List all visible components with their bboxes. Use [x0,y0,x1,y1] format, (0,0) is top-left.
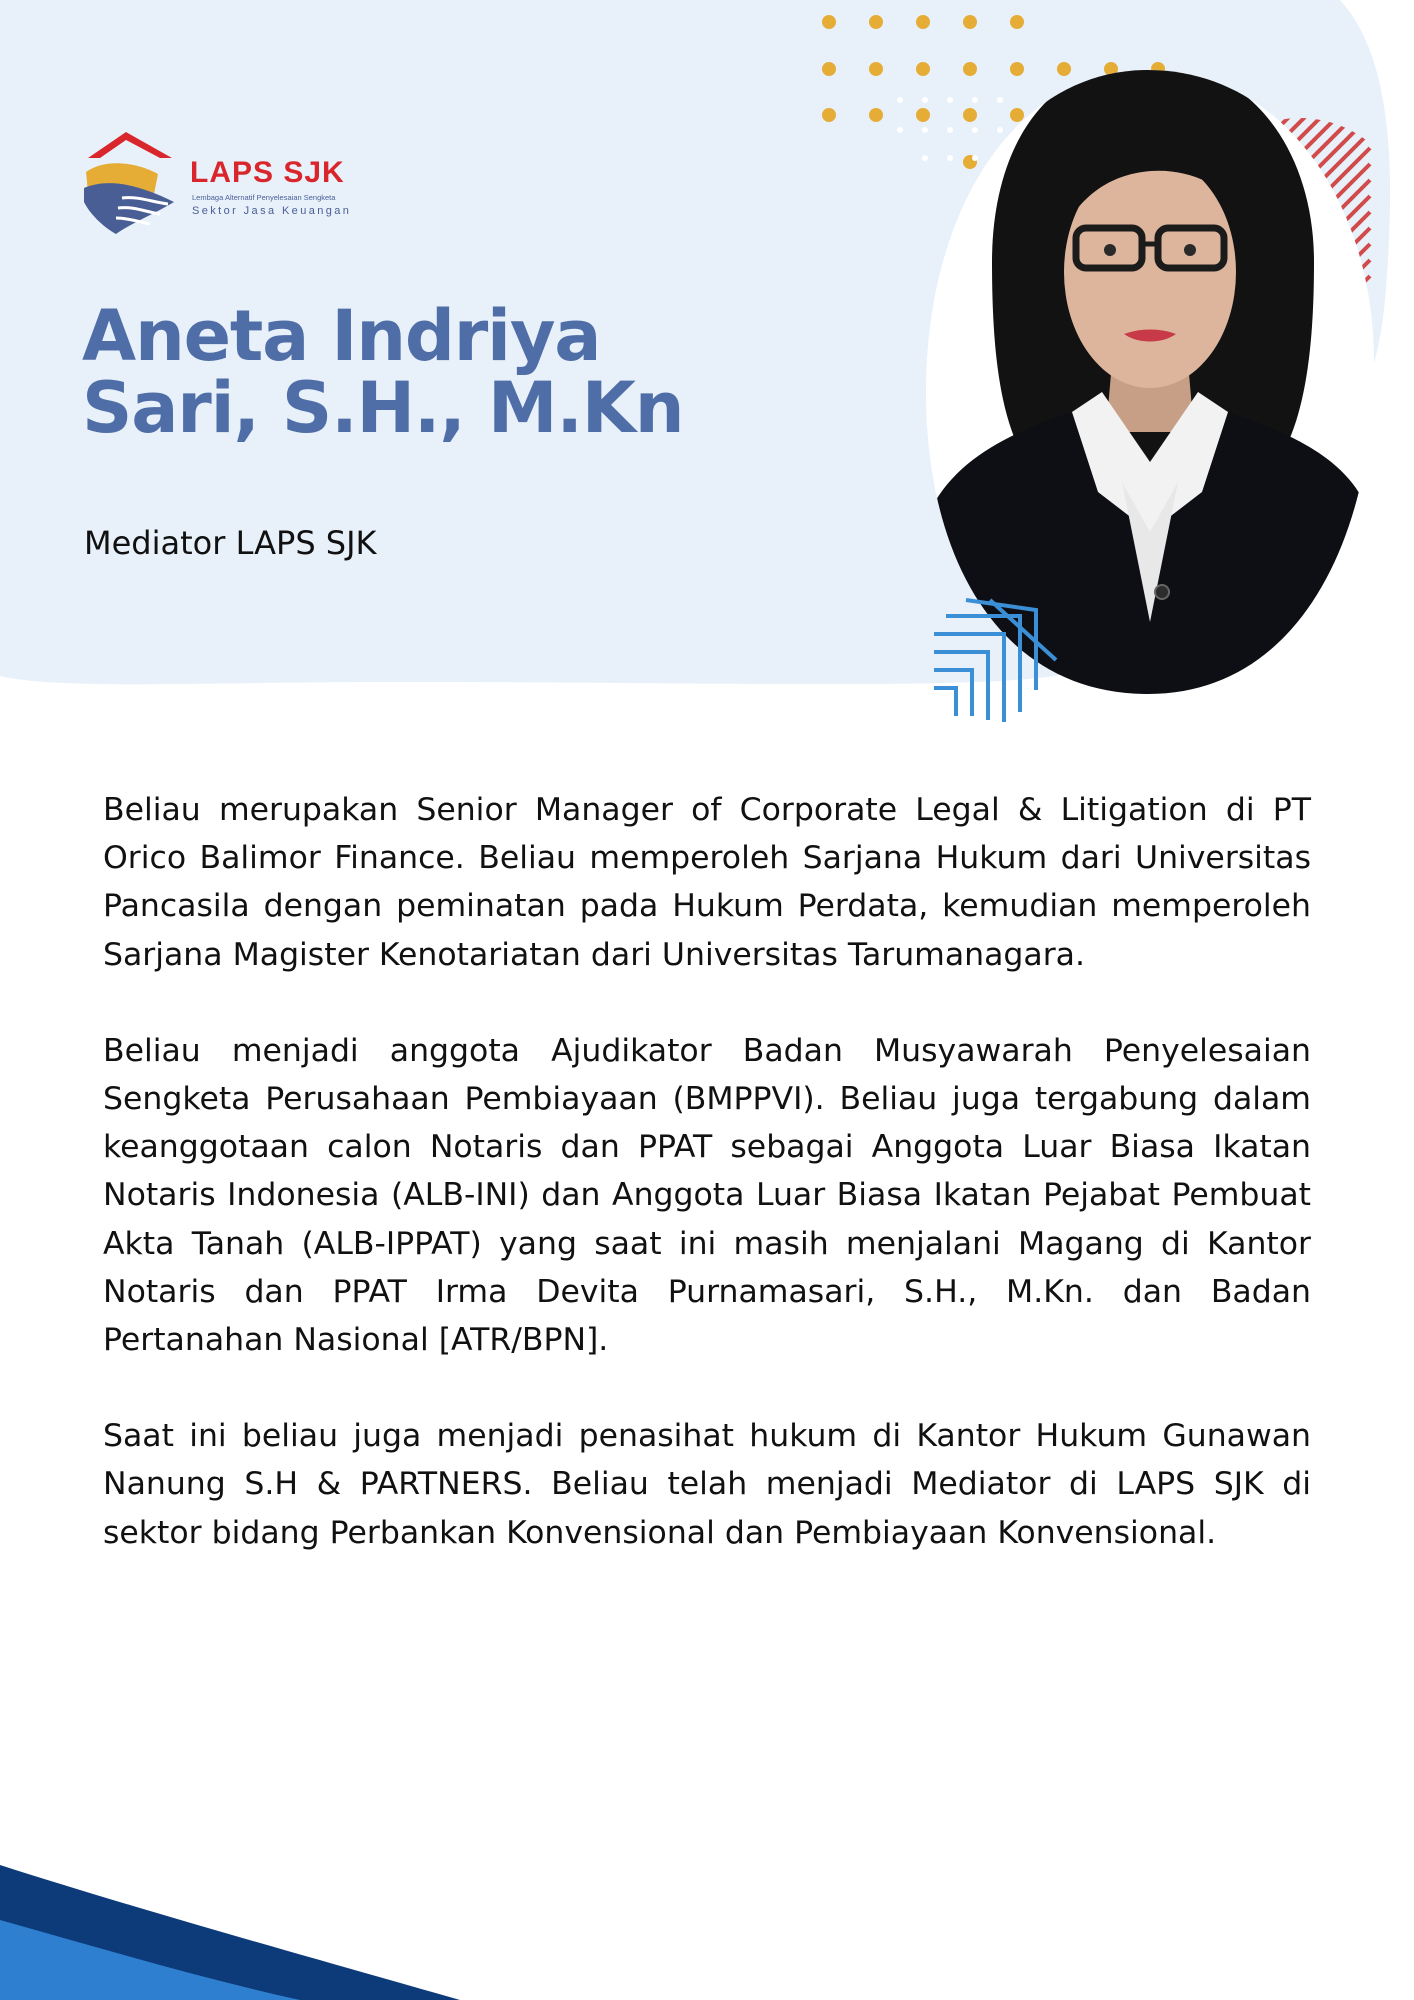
bio-paragraph-2: Beliau menjadi anggota Ajudikator Badan Musyawarah Penyelesaian Sengketa Perusahaan Pembiayaan (BMPPVI). Beliau juga tergabung dalam keanggotaan calon Notaris dan PPAT sebagai Anggota Luar Biasa Ikatan Notaris Indonesia (ALB-INI) dan Anggota Luar Biasa Ikatan Pejabat Pembuat Akta Tanah (ALB-IPPAT) yang saat ini masih menjalani Magang di Kantor Notaris dan PPAT Irma Devita Purnamasari, S.H., M.Kn. dan Badan Pertanahan Nasional [ATR/BPN]. [103,1032,1311,1359]
bio-paragraph-1: Beliau merupakan Senior Manager of Corporate Legal & Litigation di PT Orico Balimor Finance. Beliau memperoleh Sarjana Hukum dari Universitas Pancasila dengan peminatan pada Hukum Perdata, kemudian memperoleh Sarjana Magister Kenotariatan dari Universitas Tarumanagara. [103,792,1311,973]
chevron-lines [0,0,1414,760]
biography [103,786,1311,1557]
profile-name: Aneta Indriya Sari, S.H., M.Kn [82,295,684,449]
bottom-swoosh [0,1850,1414,2000]
logo-sector: Sektor Jasa Keuangan [192,205,352,217]
logo-tagline: Lembaga Alternatif Penyelesaian Sengketa [192,193,336,202]
profile-role: Mediator LAPS SJK [84,524,377,562]
bio-paragraph-3: Saat ini beliau juga menjadi penasihat hukum di Kantor Hukum Gunawan Nanung S.H & PARTNERS. Beliau telah menjadi Mediator di LAPS SJK di sektor bidang Perbankan Konvensional dan Pembiayaan Konvensional. [103,1418,1311,1551]
logo-title: LAPS SJK [190,156,345,189]
